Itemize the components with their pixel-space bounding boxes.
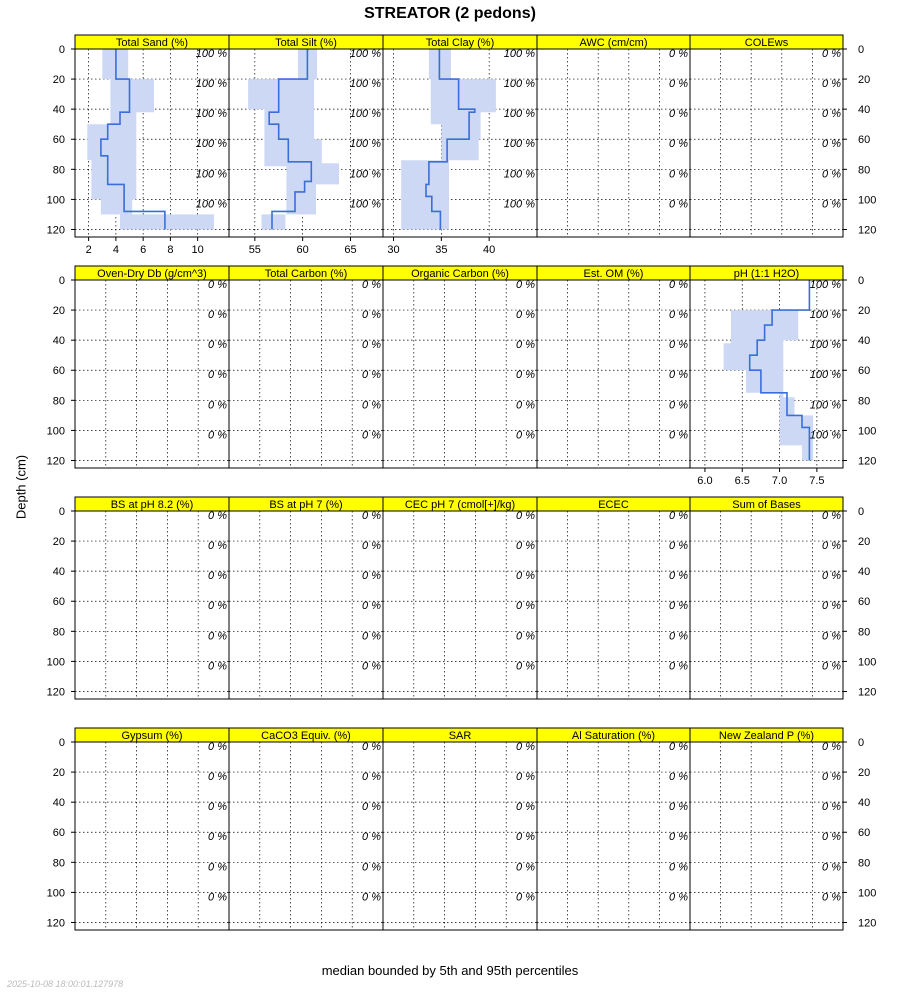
- panel-frame: [229, 511, 383, 699]
- pct-label: 100 %: [349, 138, 381, 151]
- y-tick-label: 100: [858, 425, 877, 438]
- y-tick-label: 120: [858, 686, 877, 699]
- panel-frame: [690, 511, 843, 699]
- pct-label: 0 %: [362, 771, 381, 784]
- pct-label: 0 %: [362, 861, 381, 874]
- pct-label: 0 %: [208, 630, 227, 643]
- pct-label: 0 %: [208, 660, 227, 673]
- pct-label: 0 %: [516, 399, 535, 412]
- pct-label: 0 %: [822, 570, 841, 583]
- pct-label: 100 %: [503, 108, 535, 121]
- pct-label: 0 %: [669, 741, 688, 753]
- pct-label: 0 %: [669, 510, 688, 522]
- pct-label: 100 %: [195, 48, 227, 60]
- pct-label: 0 %: [362, 570, 381, 583]
- pct-label: 0 %: [822, 108, 841, 121]
- pct-label: 0 %: [669, 831, 688, 844]
- panel-frame: [229, 742, 383, 930]
- x-tick-label: 4: [112, 244, 119, 256]
- x-tick-label: 60: [296, 244, 309, 256]
- panel-title: Total Clay (%): [425, 37, 495, 49]
- pct-label: 0 %: [362, 741, 381, 753]
- pct-label: 0 %: [208, 309, 227, 322]
- pct-label: 0 %: [669, 48, 688, 60]
- pct-label: 0 %: [362, 279, 381, 291]
- y-tick-label: 60: [52, 134, 65, 147]
- panel-title: Est. OM (%): [583, 268, 644, 280]
- y-tick-label: 100: [46, 194, 65, 207]
- pct-label: 100 %: [809, 309, 841, 322]
- y-tick-label: 120: [858, 917, 877, 930]
- x-tick-label: 30: [387, 244, 400, 256]
- y-tick-label: 120: [46, 686, 65, 699]
- panel-title: COLEws: [744, 37, 789, 49]
- pct-label: 0 %: [362, 309, 381, 322]
- panel-frame: [537, 511, 690, 699]
- y-tick-label: 100: [858, 656, 877, 669]
- pct-label: 0 %: [208, 510, 227, 522]
- y-tick-label: 20: [858, 536, 871, 549]
- panel-title: Sum of Bases: [732, 499, 801, 511]
- panel-frame: [383, 742, 537, 930]
- pct-label: 0 %: [516, 660, 535, 673]
- pct-label: 0 %: [362, 510, 381, 522]
- x-tick-label: 40: [483, 244, 496, 256]
- y-tick-label: 120: [46, 917, 65, 930]
- pct-label: 0 %: [208, 801, 227, 814]
- pct-label: 0 %: [669, 861, 688, 874]
- panel-frame: [75, 742, 229, 930]
- pct-label: 0 %: [208, 369, 227, 382]
- panel-frame: [229, 280, 383, 468]
- pct-label: 100 %: [195, 168, 227, 181]
- pct-label: 0 %: [669, 570, 688, 583]
- y-tick-label: 100: [858, 194, 877, 207]
- panel-title: Oven-Dry Db (g/cm^3): [97, 268, 207, 280]
- y-tick-label: 60: [52, 827, 65, 840]
- pct-label: 0 %: [822, 198, 841, 211]
- pct-label: 0 %: [516, 600, 535, 613]
- y-tick-label: 40: [52, 566, 65, 579]
- pct-label: 0 %: [362, 831, 381, 844]
- pct-label: 0 %: [362, 630, 381, 643]
- y-tick-label: 0: [858, 275, 865, 287]
- y-tick-label: 40: [858, 797, 871, 810]
- pct-label: 0 %: [362, 399, 381, 412]
- panel-title: New Zealand P (%): [718, 730, 815, 742]
- pct-label: 0 %: [516, 831, 535, 844]
- x-tick-label: 55: [248, 244, 261, 256]
- pct-label: 0 %: [669, 399, 688, 412]
- pct-label: 0 %: [822, 168, 841, 181]
- y-tick-label: 80: [858, 626, 871, 639]
- pct-label: 0 %: [669, 891, 688, 904]
- pct-label: 100 %: [349, 48, 381, 60]
- panel-title: SAR: [448, 730, 472, 742]
- y-tick-label: 60: [52, 596, 65, 609]
- pct-label: 100 %: [195, 198, 227, 211]
- y-tick-label: 20: [52, 74, 65, 87]
- y-tick-label: 100: [858, 887, 877, 900]
- pct-label: 0 %: [669, 771, 688, 784]
- y-tick-label: 100: [46, 656, 65, 669]
- y-tick-label: 80: [858, 395, 871, 408]
- pct-label: 0 %: [669, 369, 688, 382]
- y-tick-label: 20: [858, 767, 871, 780]
- pct-label: 0 %: [208, 429, 227, 442]
- y-tick-label: 100: [46, 887, 65, 900]
- pct-label: 0 %: [362, 540, 381, 553]
- pct-label: 0 %: [362, 600, 381, 613]
- pct-label: 0 %: [208, 861, 227, 874]
- y-tick-label: 120: [46, 224, 65, 237]
- panel-frame: [690, 49, 843, 237]
- y-tick-label: 40: [52, 104, 65, 117]
- y-tick-label: 40: [52, 335, 65, 348]
- pct-label: 0 %: [669, 108, 688, 121]
- pct-label: 0 %: [822, 138, 841, 151]
- pct-label: 0 %: [822, 831, 841, 844]
- panel-title: Al Saturation (%): [571, 730, 656, 742]
- pct-label: 0 %: [208, 339, 227, 352]
- pct-label: 100 %: [809, 429, 841, 442]
- pct-label: 0 %: [822, 801, 841, 814]
- pct-label: 0 %: [362, 429, 381, 442]
- pct-label: 100 %: [809, 399, 841, 412]
- y-tick-label: 60: [858, 134, 871, 147]
- pct-label: 0 %: [669, 309, 688, 322]
- y-tick-label: 0: [58, 737, 65, 749]
- y-tick-label: 40: [52, 797, 65, 810]
- pct-label: 0 %: [362, 891, 381, 904]
- panel-title: ECEC: [598, 499, 629, 511]
- y-tick-label: 0: [58, 506, 65, 518]
- x-tick-label: 35: [435, 244, 448, 256]
- y-tick-label: 80: [52, 395, 65, 408]
- y-tick-label: 60: [858, 365, 871, 378]
- pct-label: 0 %: [362, 339, 381, 352]
- y-tick-label: 60: [858, 827, 871, 840]
- pct-label: 0 %: [822, 48, 841, 60]
- pct-label: 100 %: [503, 168, 535, 181]
- panel-frame: [75, 280, 229, 468]
- panel-frame: [383, 280, 537, 468]
- pct-label: 0 %: [516, 279, 535, 291]
- y-tick-label: 60: [858, 596, 871, 609]
- chart-title: STREATOR (2 pedons): [364, 5, 536, 22]
- pct-label: 0 %: [362, 801, 381, 814]
- pct-label: 100 %: [349, 108, 381, 121]
- pct-label: 0 %: [516, 630, 535, 643]
- timestamp: 2025-10-08 18:00:01.127978: [7, 979, 124, 989]
- pct-label: 0 %: [516, 891, 535, 904]
- pct-label: 0 %: [208, 570, 227, 583]
- pct-label: 0 %: [822, 78, 841, 91]
- pct-label: 0 %: [669, 339, 688, 352]
- pct-label: 0 %: [208, 891, 227, 904]
- y-tick-label: 0: [58, 44, 65, 56]
- y-tick-label: 0: [858, 737, 865, 749]
- pct-label: 0 %: [822, 771, 841, 784]
- y-tick-label: 80: [52, 626, 65, 639]
- pct-label: 0 %: [516, 570, 535, 583]
- panel-title: Total Silt (%): [275, 37, 337, 49]
- y-tick-label: 0: [858, 506, 865, 518]
- x-tick-label: 10: [191, 244, 204, 256]
- y-tick-label: 60: [52, 365, 65, 378]
- panel-frame: [537, 49, 690, 237]
- pct-label: 0 %: [516, 510, 535, 522]
- y-tick-label: 120: [858, 224, 877, 237]
- pct-label: 0 %: [516, 540, 535, 553]
- pct-label: 0 %: [516, 309, 535, 322]
- pct-label: 0 %: [669, 600, 688, 613]
- pct-label: 0 %: [669, 198, 688, 211]
- percentile-band: [724, 280, 814, 461]
- y-tick-label: 20: [52, 767, 65, 780]
- y-tick-label: 20: [858, 74, 871, 87]
- pct-label: 0 %: [362, 660, 381, 673]
- y-tick-label: 0: [58, 275, 65, 287]
- pct-label: 100 %: [809, 339, 841, 352]
- pct-label: 100 %: [503, 78, 535, 91]
- chart-footer: median bounded by 5th and 95th percentiles: [321, 963, 579, 978]
- y-tick-label: 80: [858, 164, 871, 177]
- pct-label: 0 %: [669, 660, 688, 673]
- panel-title: Organic Carbon (%): [411, 268, 509, 280]
- pct-label: 0 %: [208, 771, 227, 784]
- panel-title: CaCO3 Equiv. (%): [261, 730, 351, 742]
- x-tick-label: 8: [167, 244, 174, 256]
- pct-label: 0 %: [208, 279, 227, 291]
- y-tick-label: 20: [52, 536, 65, 549]
- pct-label: 0 %: [822, 660, 841, 673]
- pct-label: 100 %: [349, 78, 381, 91]
- x-tick-label: 7.0: [771, 475, 788, 487]
- panel-title: CEC pH 7 (cmol[+]/kg): [404, 499, 516, 511]
- x-tick-label: 6.0: [697, 475, 713, 487]
- pct-label: 0 %: [208, 399, 227, 412]
- pct-label: 0 %: [516, 801, 535, 814]
- pct-label: 100 %: [809, 369, 841, 382]
- pct-label: 100 %: [195, 78, 227, 91]
- y-tick-label: 100: [46, 425, 65, 438]
- pct-label: 100 %: [349, 168, 381, 181]
- y-tick-label: 20: [858, 305, 871, 318]
- pct-label: 0 %: [822, 891, 841, 904]
- pct-label: 0 %: [822, 510, 841, 522]
- panel-title: AWC (cm/cm): [579, 37, 648, 49]
- pct-label: 100 %: [349, 198, 381, 211]
- pct-label: 0 %: [822, 741, 841, 753]
- y-tick-label: 80: [858, 857, 871, 870]
- y-tick-label: 80: [52, 857, 65, 870]
- x-tick-label: 6.5: [734, 475, 750, 487]
- pct-label: 0 %: [516, 369, 535, 382]
- pct-label: 0 %: [822, 600, 841, 613]
- y-tick-label: 40: [858, 566, 871, 579]
- pct-label: 0 %: [516, 429, 535, 442]
- y-axis-label: Depth (cm): [13, 454, 29, 520]
- pct-label: 0 %: [669, 540, 688, 553]
- y-tick-label: 120: [858, 455, 877, 468]
- pct-label: 100 %: [195, 108, 227, 121]
- pct-label: 0 %: [516, 861, 535, 874]
- panel-frame: [383, 511, 537, 699]
- pct-label: 0 %: [208, 831, 227, 844]
- y-tick-label: 20: [52, 305, 65, 318]
- pct-label: 100 %: [809, 279, 841, 291]
- pct-label: 0 %: [208, 540, 227, 553]
- pct-label: 0 %: [516, 741, 535, 753]
- pct-label: 0 %: [669, 78, 688, 91]
- y-tick-label: 120: [46, 455, 65, 468]
- y-tick-label: 40: [858, 335, 871, 348]
- panel-title: Total Carbon (%): [264, 268, 348, 280]
- y-tick-label: 0: [858, 44, 865, 56]
- pct-label: 0 %: [669, 630, 688, 643]
- pct-label: 0 %: [516, 771, 535, 784]
- pct-label: 0 %: [822, 540, 841, 553]
- pct-label: 100 %: [503, 198, 535, 211]
- pct-label: 100 %: [503, 48, 535, 60]
- pct-label: 0 %: [822, 630, 841, 643]
- panel-frame: [75, 511, 229, 699]
- pct-label: 0 %: [669, 168, 688, 181]
- panel-frame: [537, 280, 690, 468]
- y-tick-label: 40: [858, 104, 871, 117]
- pct-label: 0 %: [208, 741, 227, 753]
- panel-title: Gypsum (%): [121, 730, 183, 742]
- panel-title: BS at pH 7 (%): [269, 499, 343, 511]
- panel-title: BS at pH 8.2 (%): [110, 499, 194, 511]
- pct-label: 0 %: [362, 369, 381, 382]
- x-tick-label: 7.5: [809, 475, 825, 487]
- pct-label: 100 %: [503, 138, 535, 151]
- pct-label: 100 %: [195, 138, 227, 151]
- panel-title: pH (1:1 H2O): [733, 268, 800, 280]
- x-tick-label: 6: [140, 244, 147, 256]
- pct-label: 0 %: [669, 279, 688, 291]
- x-tick-label: 2: [85, 244, 92, 256]
- pct-label: 0 %: [822, 861, 841, 874]
- y-tick-label: 80: [52, 164, 65, 177]
- panel-title: Total Sand (%): [115, 37, 189, 49]
- pct-label: 0 %: [669, 801, 688, 814]
- panel-frame: [537, 742, 690, 930]
- x-tick-label: 65: [344, 244, 357, 256]
- pct-label: 0 %: [208, 600, 227, 613]
- panel-frame: [690, 742, 843, 930]
- pct-label: 0 %: [516, 339, 535, 352]
- pct-label: 0 %: [669, 429, 688, 442]
- pct-label: 0 %: [669, 138, 688, 151]
